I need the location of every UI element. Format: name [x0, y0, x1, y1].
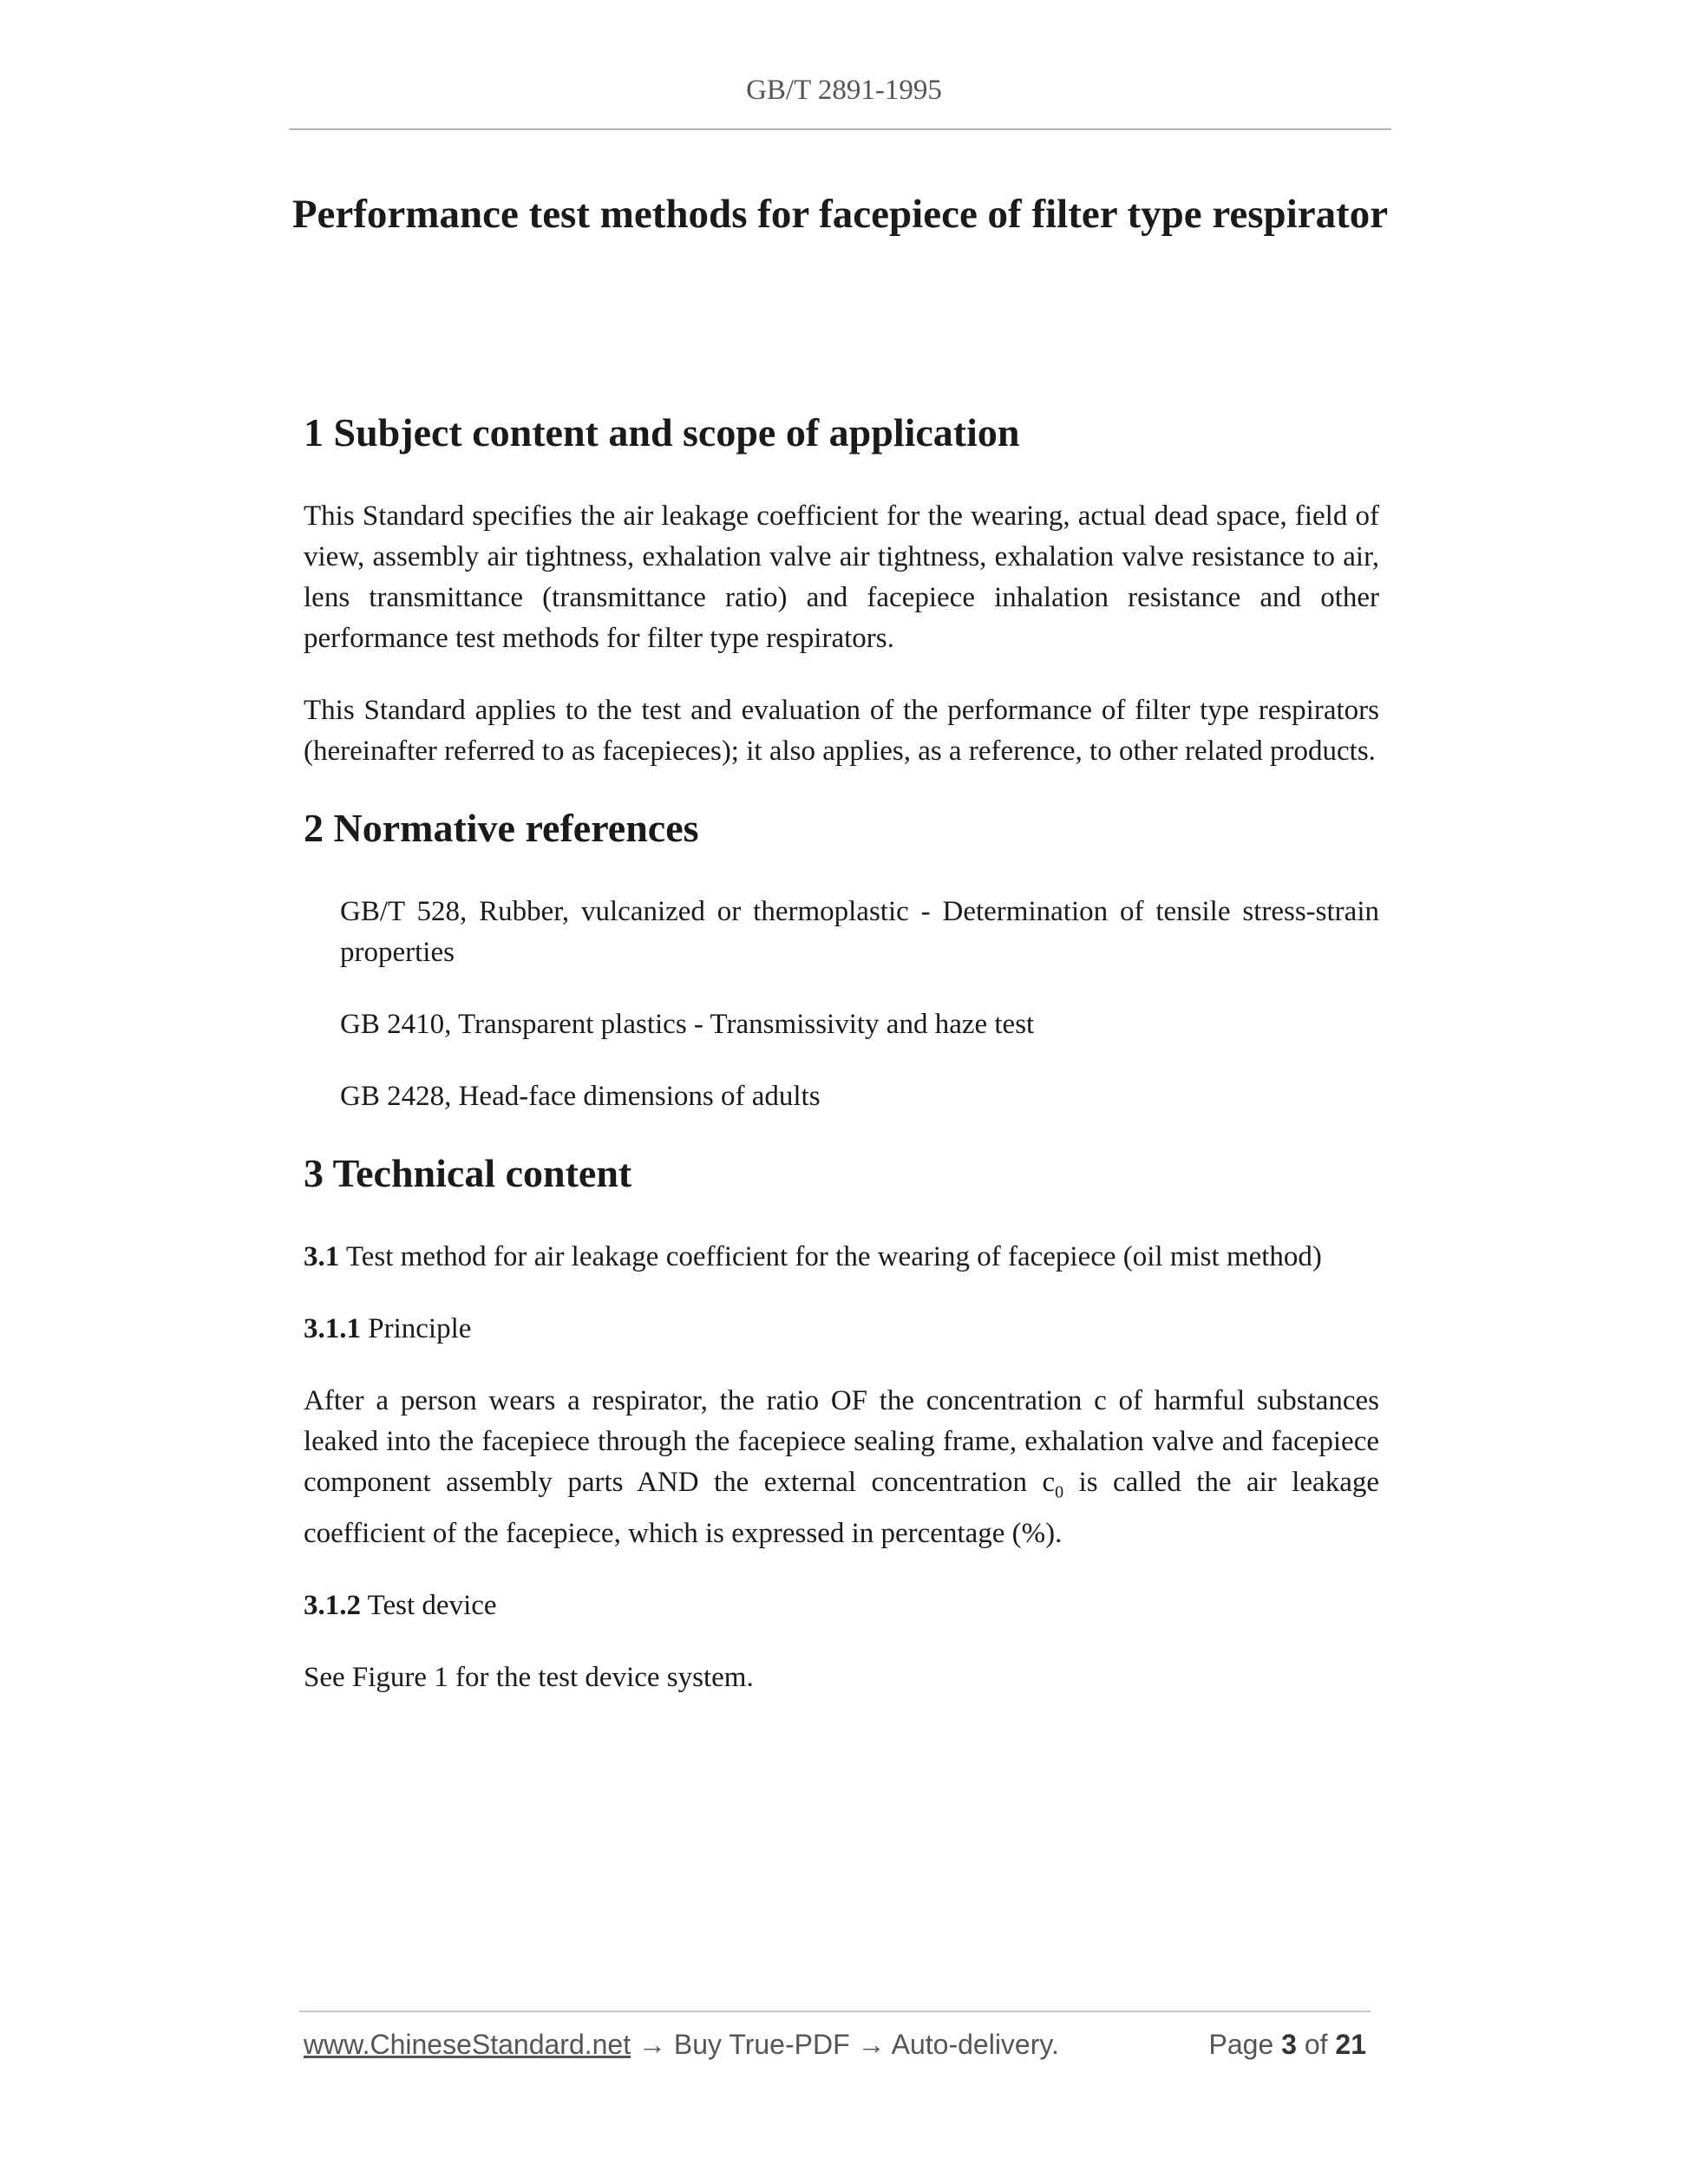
section-2-heading: 2 Normative references	[304, 806, 699, 850]
clause-title: Test device	[367, 1589, 497, 1621]
promo-text: → Buy True-PDF → Auto-delivery.	[631, 2029, 1059, 2060]
running-header: GB/T 2891-1995	[746, 75, 942, 106]
page-counter	[1209, 2029, 1366, 2061]
page-of: of	[1304, 2029, 1328, 2060]
device-paragraph: See Figure 1 for the test device system.	[304, 1661, 754, 1693]
principle-text-end: is called the air leakage coefficient of the facepiece, which is expressed in percentage (%).	[304, 1467, 1379, 1549]
clause-title: Principle	[368, 1313, 472, 1344]
concentration-subscript: 0	[1055, 1482, 1064, 1502]
principle-text-start: After a person wears a respirator, the ratio OF the concentration c of harmful substances leaked into the facepiece through the facepiece sealing frame, exhalation valve and facepiece component assembly parts AND the external concentration c	[304, 1385, 1379, 1498]
site-link[interactable]: www.ChineseStandard.net	[304, 2029, 631, 2060]
section-1-paragraph-1: This Standard specifies the air leakage coefficient for the wearing, actual dead space, field of view, assembly air tightness, exhalation valve air tightness, exhalation valve resistance to air, lens transmittance (transmittance ratio) and facepiece inhalation resistance and other performance test methods for filter type respirators.	[304, 500, 1379, 654]
clause-3-1-1	[304, 1309, 1379, 1350]
document-title: Performance test methods for facepiece of filter type respirator	[291, 192, 1389, 237]
clause-number: 3.1.1	[304, 1313, 361, 1344]
clause-title: Test method for air leakage coefficient for the wearing of facepiece (oil mist method)	[345, 1241, 1322, 1272]
section-1-paragraph-2: This Standard applies to the test and evaluation of the performance of filter type respirators (hereinafter referred to as facepieces); it also applies, as a reference, to other related products.	[304, 695, 1379, 767]
footer-divider	[299, 2011, 1371, 2012]
page-footer	[304, 2029, 1366, 2072]
section-1-heading: 1 Subject content and scope of application	[304, 410, 1020, 454]
clause-number: 3.1.2	[304, 1589, 361, 1621]
reference-item: GB/T 528, Rubber, vulcanized or thermoplastic - Determination of tensile stress-strain properties	[340, 896, 1379, 968]
page-current: 3	[1281, 2029, 1297, 2060]
footer-promo	[304, 2029, 1059, 2061]
page-total: 21	[1335, 2029, 1366, 2060]
reference-item: GB 2428, Head-face dimensions of adults	[340, 1081, 821, 1112]
page-word: Page	[1208, 2029, 1274, 2060]
clause-number: 3.1	[304, 1241, 340, 1272]
reference-item: GB 2410, Transparent plastics - Transmissivity and haze test	[340, 1009, 1035, 1040]
document-body	[304, 408, 1379, 1730]
clause-3-1	[304, 1237, 1379, 1278]
header-divider	[289, 128, 1391, 130]
clause-3-1-2	[304, 1586, 1379, 1626]
principle-paragraph	[304, 1381, 1379, 1554]
section-3-heading: 3 Technical content	[304, 1151, 632, 1195]
